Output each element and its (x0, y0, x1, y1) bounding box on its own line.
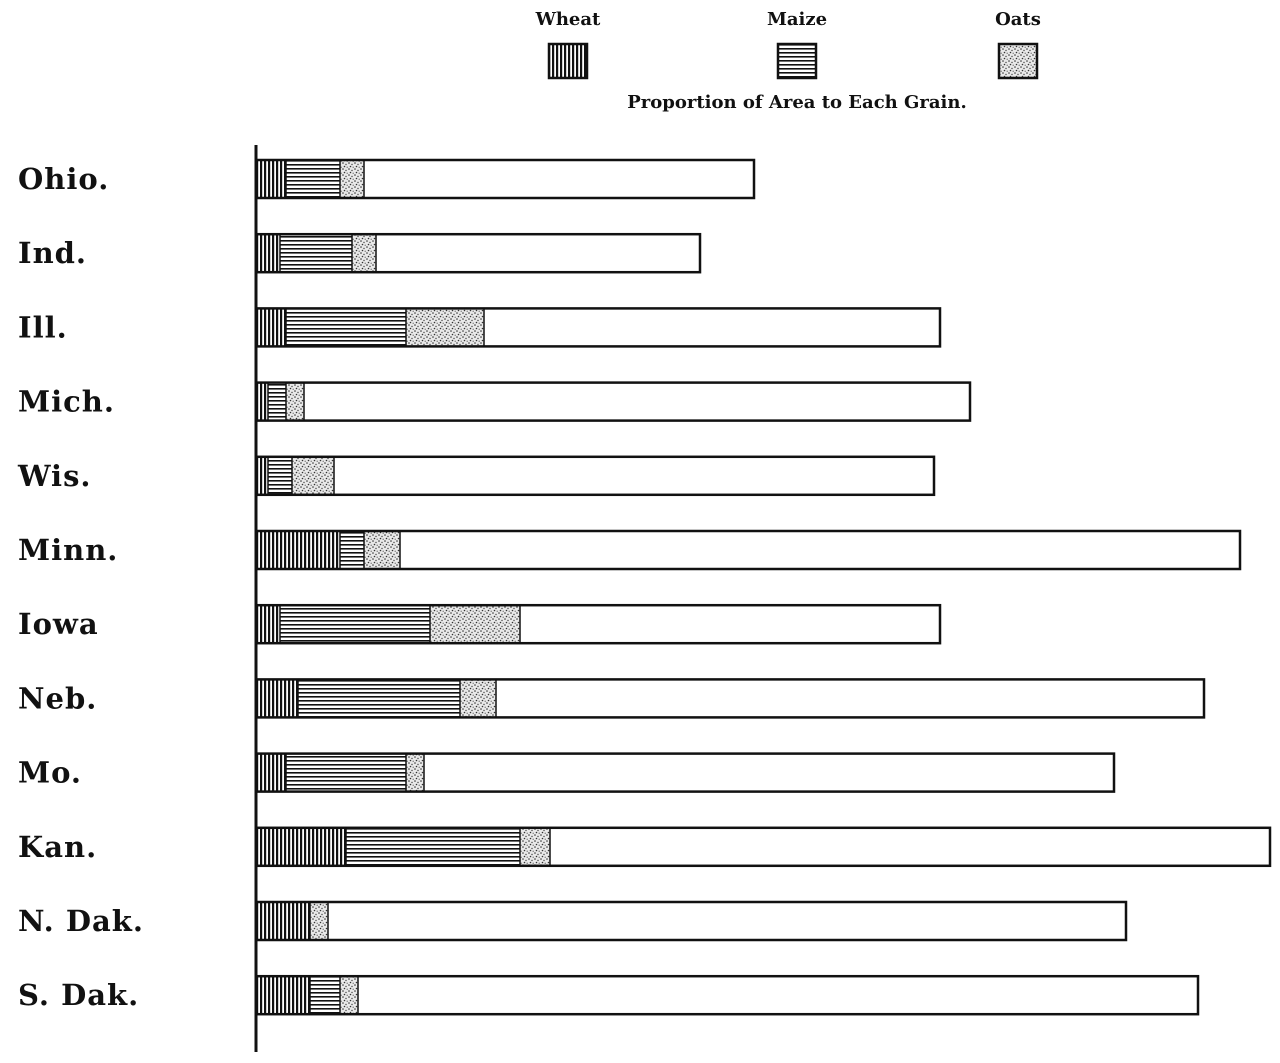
bar-segment-oats-wis (292, 457, 334, 495)
row-label-mo: Mo. (18, 755, 83, 790)
bar-outline-minn (256, 531, 1240, 569)
bar-row-n-dak (256, 902, 1126, 940)
row-label-s-dak: S. Dak. (18, 978, 140, 1013)
bar-outline-wis (256, 457, 934, 495)
bar-segment-oats-s-dak (340, 976, 358, 1014)
bar-segment-maize-minn (340, 531, 364, 569)
bar-segment-wheat-ill (256, 308, 286, 346)
bar-segment-wheat-neb (256, 679, 298, 717)
bar-segment-maize-kan (346, 828, 520, 866)
bar-segment-oats-iowa (430, 605, 520, 643)
bar-row-ind (256, 234, 700, 272)
bar-segment-maize-ill (286, 308, 406, 346)
bar-segment-maize-iowa (280, 605, 430, 643)
bar-row-ill (256, 308, 940, 346)
bar-segment-maize-neb (298, 679, 460, 717)
bar-segment-oats-mich (286, 383, 304, 421)
bar-row-mich (256, 383, 970, 421)
row-label-minn: Minn. (18, 533, 119, 567)
bar-outline-mich (256, 383, 970, 421)
row-label-neb: Neb. (18, 681, 98, 716)
row-label-mich: Mich. (18, 384, 115, 419)
legend-swatch-oats (999, 44, 1037, 78)
bar-row-wis (256, 457, 934, 495)
bar-segment-wheat-mo (256, 754, 286, 792)
bar-segment-wheat-mich (256, 383, 268, 421)
bar-segment-maize-ohio (286, 160, 340, 198)
bar-segment-maize-wis (268, 457, 292, 495)
bars (256, 160, 1270, 1014)
bar-segment-maize-mich (268, 383, 286, 421)
bar-segment-wheat-n-dak (256, 902, 310, 940)
bar-row-iowa (256, 605, 940, 643)
bar-segment-wheat-ohio (256, 160, 286, 198)
bar-segment-oats-ind (352, 234, 376, 272)
legend-swatch-wheat (549, 44, 587, 78)
row-labels (17, 162, 144, 1012)
bar-segment-wheat-ind (256, 234, 280, 272)
row-label-ind: Ind. (18, 236, 88, 271)
bar-segment-wheat-s-dak (256, 976, 310, 1014)
bar-row-ohio (256, 160, 754, 198)
bar-row-mo (256, 754, 1114, 792)
row-label-wis: Wis. (18, 458, 92, 493)
legend (535, 9, 1041, 78)
bar-segment-oats-ill (406, 308, 484, 346)
bar-segment-oats-mo (406, 754, 424, 792)
row-label-n-dak: N. Dak. (18, 904, 144, 938)
bar-segment-wheat-iowa (256, 605, 280, 643)
row-label-iowa: Iowa (18, 607, 99, 642)
bar-segment-oats-n-dak (310, 902, 328, 940)
bar-row-s-dak (256, 976, 1198, 1014)
row-label-ohio: Ohio. (18, 162, 110, 196)
legend-label-maize: Maize (766, 9, 828, 30)
row-label-kan: Kan. (18, 829, 98, 864)
bar-row-neb (256, 679, 1204, 717)
legend-label-oats: Oats (995, 9, 1041, 30)
bar-segment-oats-ohio (340, 160, 364, 198)
bar-segment-maize-s-dak (310, 976, 340, 1014)
bar-outline-s-dak (256, 976, 1198, 1014)
legend-label-wheat: Wheat (535, 9, 601, 30)
bar-segment-oats-kan (520, 828, 550, 866)
bar-outline-n-dak (256, 902, 1126, 940)
bar-segment-oats-minn (364, 531, 400, 569)
bar-segment-wheat-kan (256, 828, 346, 866)
row-label-ill: Ill. (18, 310, 68, 345)
bar-row-kan (256, 828, 1270, 866)
bar-segment-oats-neb (460, 679, 496, 717)
bar-segment-maize-mo (286, 754, 406, 792)
bar-segment-wheat-wis (256, 457, 268, 495)
bar-segment-wheat-minn (256, 531, 340, 569)
bar-segment-maize-ind (280, 234, 352, 272)
bar-row-minn (256, 531, 1240, 569)
legend-title: Proportion of Area to Each Grain. (627, 92, 967, 113)
legend-swatch-maize (778, 44, 816, 78)
